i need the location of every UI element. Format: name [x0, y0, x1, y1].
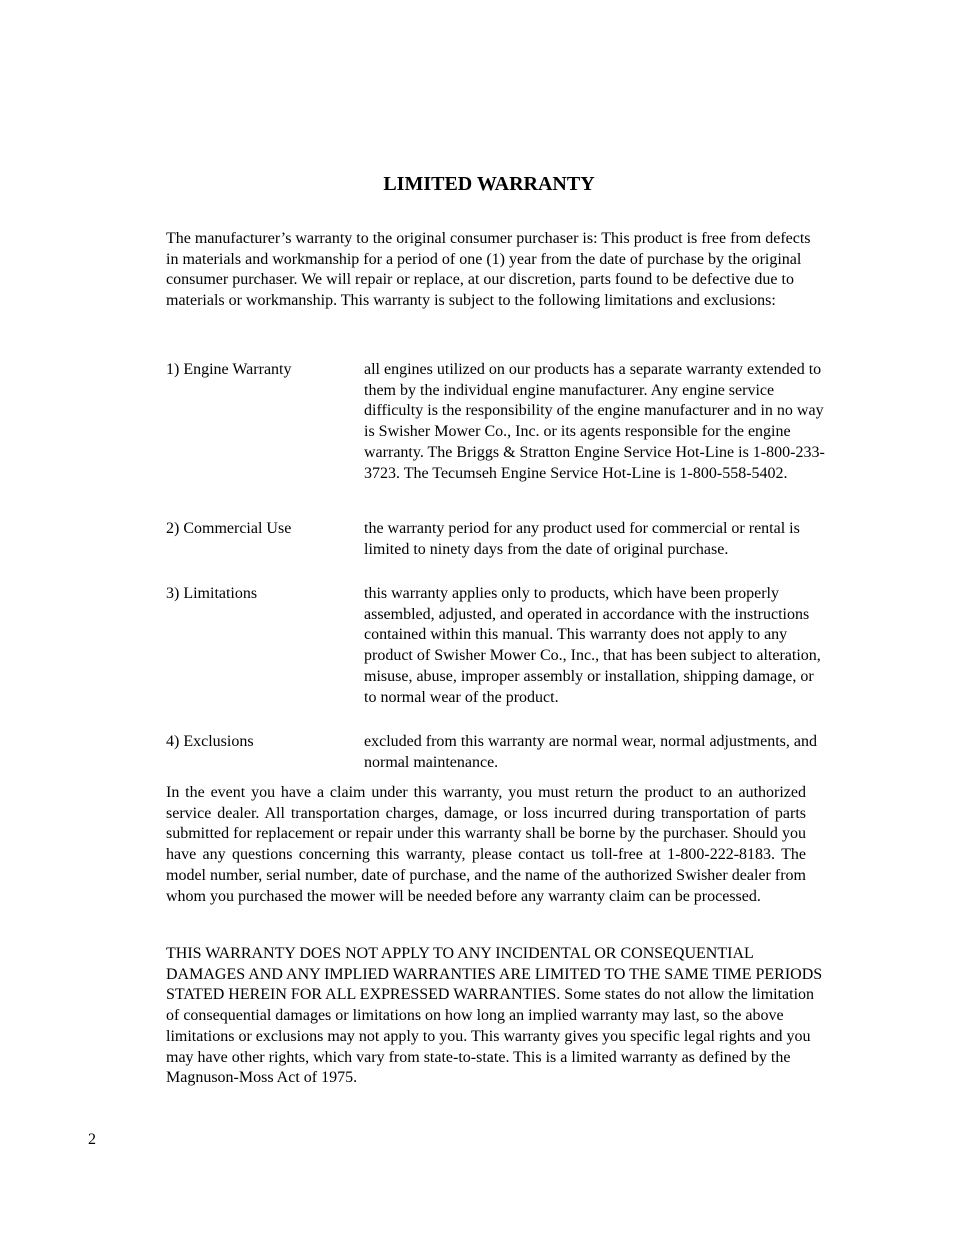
term-text-commercial-use: the warranty period for any product used for commercial or rental is limited to ninety days from the date of original purchase.: [364, 520, 800, 558]
page-number: 2: [88, 1131, 96, 1148]
term-text-exclusions: excluded from this warranty are normal wear, normal adjustments, and normal maintenance.: [364, 733, 817, 771]
term-label-limitations: 3) Limitations: [166, 585, 258, 602]
term-label-commercial-use: 2) Commercial Use: [166, 520, 292, 537]
disclaimer-paragraph: THIS WARRANTY DOES NOT APPLY TO ANY INCIDENTAL OR CONSEQUENTIAL DAMAGES AND ANY IMPLIED WARRANTIES ARE LIMITED TO THE SAME TIME PERIODS STATED HEREIN FOR ALL EXPRESSED WARRANTIES. Some states do not allow the limitation of consequential damages or limitations on how long an implied warranty may last, so the above limitations or exclusions may not apply to you. This warranty gives you specific legal rights and you may have other rights, which vary from state-to-state. This is a limited warranty as defined by the Magnuson-Moss Act of 1975.: [166, 945, 823, 1087]
term-text-engine-warranty: all engines utilized on our products has a separate warranty extended to them by the individual engine manufacturer. Any engine service difficulty is the responsibility of the engine manufacturer and in no way is Swisher Mower Co., Inc. or its agents responsible for the engine warranty. The Briggs & Stratton Engine Service Hot-Line is 1-800-233-3723. The Tecumseh Engine Service Hot-Line is 1-800-558-5402.: [364, 361, 825, 482]
term-label-engine-warranty: 1) Engine Warranty: [166, 361, 292, 378]
page-title: LIMITED WARRANTY: [383, 173, 595, 195]
intro-paragraph: The manufacturer’s warranty to the original consumer purchaser is: This product is free from defects in materials and workmanship for a period of one (1) year from the date of purchase by the original consumer purchaser. We will repair or replace, at our discretion, parts found to be defective due to materials or workmanship. This warranty is subject to the following limitations and exclusions:: [166, 230, 811, 310]
term-text-limitations: this warranty applies only to products, which have been properly assembled, adjusted, and operated in accordance with the instructions contained within this manual. This warranty does not apply to any product of Swisher Mower Co., Inc., that has been subject to alteration, misuse, abuse, improper assembly or installation, shipping damage, or to normal wear of the product.: [364, 585, 821, 706]
term-label-exclusions: 4) Exclusions: [166, 733, 254, 750]
claim-paragraph: In the event you have a claim under this warranty, you must return the product to an authorized service dealer. All transportation charges, damage, or loss incurred during transportation of parts submitted for replacement or repair under this warranty shall be borne by the purchaser. Should you have any questions concerning this warranty, please contact us toll-free at 1-800-222-8183. The model number, serial number, date of purchase, and the name of the authorized Swisher dealer from whom you purchased the mower will be needed before any warranty claim can be processed.: [166, 784, 806, 905]
